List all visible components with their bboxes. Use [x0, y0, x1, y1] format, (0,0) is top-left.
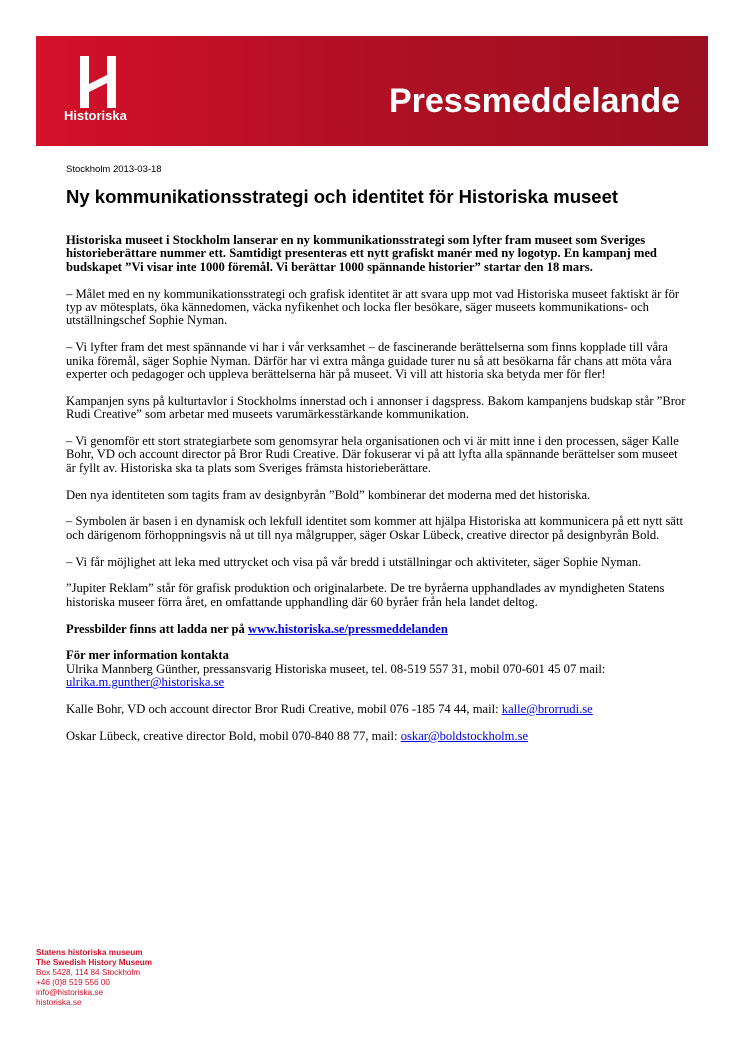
contact-2-text: Kalle Bohr, VD och account director Bror Rudi Creative, mobil 076 -185 74 44, mail:	[66, 702, 502, 717]
paragraph: – Vi lyfter fram det mest spännande vi har i vår verksamhet – de fascinerande berättelserna som finns kopplade till våra unika föremål, säger Sophie Nyman. Därför har vi extra många guidade turer nu så att besökarna får chans att möta våra experter och pedagoger och uppleva berättelserna här på museet. Vi vill att historia ska betyda mer för fler!	[66, 340, 672, 382]
logo-name: Historiska	[64, 108, 127, 123]
paragraph: ”Jupiter Reklam” står för grafisk produktion och originalarbete. De tre byråerna upphandlades av myndigheten Statens historiska museer förra året, en omfattande upphandling där 60 byråer från hela landet deltog.	[66, 581, 665, 609]
contact-1-text: Ulrika Mannberg Günther, pressansvarig Historiska museet, tel. 08-519 557 31, mobil 070-601 45 07 mail:	[66, 661, 606, 676]
contact-1	[66, 649, 686, 689]
banner-title: Pressmeddelande	[388, 82, 680, 120]
paragraph: – Vi får möjlighet att leka med uttrycket och visa på vår bredd i utställningar och aktiviteter, säger Sophie Nyman.	[66, 554, 642, 569]
headline: Ny kommunikationsstrategi och identitet för Historiska museet	[66, 186, 619, 207]
dateline: Stockholm 2013-03-18	[66, 164, 162, 175]
press-images-link[interactable]: www.historiska.se/pressmeddelanden	[247, 621, 448, 636]
contact-3	[66, 730, 686, 743]
footer-email: info@historiska.se	[36, 988, 104, 997]
article-body	[66, 234, 686, 757]
footer-org-english: The Swedish History Museum	[36, 958, 153, 967]
paragraph: – Målet med en ny kommunikationsstrategi och grafisk identitet är att svara upp mot vad Historiska museet faktiskt är för typ av mötesplats, öka kännedomen, väcka nyfikenhet och locka fler besökare, säger museets kommunikations- och utställningschef Sophie Nyman.	[66, 286, 680, 328]
contact-1-email-link[interactable]: ulrika.m.gunther@historiska.se	[66, 675, 225, 690]
contact-3-email-link[interactable]: oskar@boldstockholm.se	[400, 728, 529, 743]
press-images-line	[66, 623, 686, 636]
header-banner	[36, 36, 708, 146]
footer-web: historiska.se	[36, 998, 82, 1007]
paragraph: – Symbolen är basen i en dynamisk och lekfull identitet som kommer att hjälpa Historiska att kommunicera på ett nytt sätt och därigenom förhoppningsvis nå ut till nya målgrupper, säger Oskar Lübeck, creative director på designbyrån Bold.	[66, 514, 683, 542]
paragraph: Kampanjen syns på kulturtavlor i Stockholms innerstad och i annonser i dagspress. Bakom kampanjens budskap står ”Bror Rudi Creative” som arbetar med museets varumärkesstärkande kommunikation.	[66, 393, 686, 422]
contact-2-email-link[interactable]: kalle@brorrudi.se	[501, 702, 593, 717]
contact-block	[66, 649, 686, 743]
contact-2	[66, 703, 686, 716]
footer-address: Box 5428, 114 84 Stockholm	[36, 968, 141, 977]
paragraph: Den nya identiteten som tagits fram av designbyrån ”Bold” kombinerar det moderna med det historiska.	[66, 487, 591, 502]
contact-3-text: Oskar Lübeck, creative director Bold, mobil 070-840 88 77, mail:	[66, 728, 401, 743]
lead-paragraph: Historiska museet i Stockholm lanserar en ny kommunikationsstrategi som lyfter fram museet som Sveriges historieberättare nummer ett. Samtidigt presenteras ett nytt grafiskt manér med ny logotyp. En kampanj med budskapet ”Vi visar inte 1000 föremål. Vi berättar 1000 spännande historier” startar den 18 mars.	[66, 233, 657, 274]
footer	[36, 948, 152, 1008]
press-images-label: Pressbilder finns att ladda ner på	[66, 621, 248, 636]
contacts-heading: För mer information kontakta	[66, 648, 229, 663]
historiska-logo-icon	[76, 56, 120, 108]
footer-phone: +46 (0)8 519 556 00	[36, 978, 110, 987]
paragraph: – Vi genomför ett stort strategiarbete som genomsyrar hela organisationen och vi är mitt inne i den processen, säger Kalle Bohr, VD och account director på Bror Rudi Creative. Där fokuserar vi på att lyfta alla spännande berättelser som museet är fyllt av. Historiska ska ta plats som Sveriges främsta historieberättare.	[66, 434, 679, 475]
footer-org-swedish: Statens historiska museum	[36, 948, 143, 957]
